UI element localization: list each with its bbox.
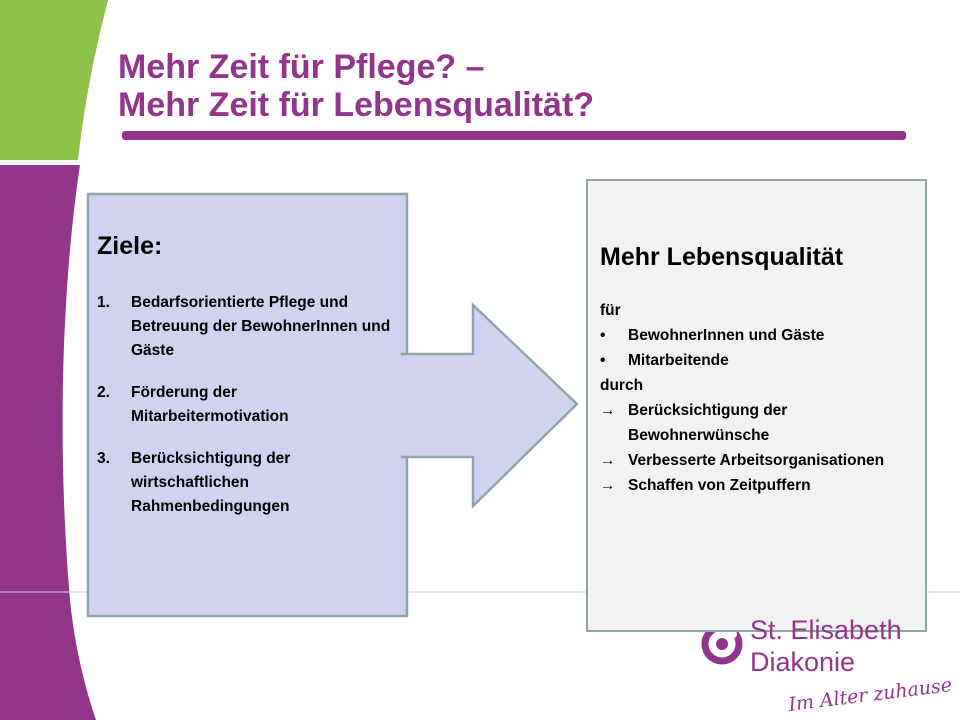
goals-heading: Ziele: (97, 232, 163, 260)
green-stripe (0, 0, 108, 160)
logo-name-line-2: Diakonie (750, 647, 856, 677)
for-item-text: Mitarbeitende (628, 352, 729, 369)
for-label: für (600, 302, 621, 319)
logo-name-line-1: St. Elisabeth (750, 615, 902, 645)
goal-number: 3. (97, 450, 110, 467)
by-item-text: Verbesserte Arbeitsorganisationen (628, 452, 885, 469)
for-item (600, 348, 913, 373)
goal-text: Bedarfsorientierte Pflege und Betreuung der BewohnerInnen und Gäste (131, 294, 391, 359)
by-item-text: Berücksichtigung der Bewohnerwünsche (628, 402, 788, 444)
goal-text: Förderung der Mitarbeitermotivation (131, 384, 289, 425)
arrow-right-bullet-icon: → (600, 402, 616, 419)
by-item (600, 398, 913, 448)
organization-logo (698, 615, 954, 716)
goals-list (97, 291, 397, 519)
goal-number: 1. (97, 294, 110, 311)
goals-content (97, 232, 397, 537)
slide-title (118, 48, 594, 124)
goal-text: Berücksichtigung der wirtschaftlichen Rahmenbedingungen (131, 450, 291, 515)
for-item-text: BewohnerInnen und Gäste (628, 327, 825, 344)
logo-slogan: Im Alter zuhause (787, 674, 954, 716)
bullet-icon: • (600, 352, 606, 369)
arrow-right-bullet-icon: → (600, 477, 616, 494)
title-line-1: Mehr Zeit für Pflege? – (118, 48, 485, 86)
arrow-right-bullet-icon: → (600, 452, 616, 469)
title-line-2: Mehr Zeit für Lebensqualität? (118, 86, 595, 124)
goal-item (97, 291, 397, 363)
bullet-icon: • (600, 327, 606, 344)
for-item (600, 323, 913, 348)
by-item (600, 473, 913, 498)
arrow-right-icon (402, 305, 577, 506)
by-label: durch (600, 377, 644, 394)
purple-stripe (0, 165, 96, 720)
quality-box (586, 179, 927, 632)
by-item-text: Schaffen von Zeitpuffern (628, 477, 811, 494)
quality-heading: Mehr Lebensqualität (600, 243, 844, 271)
goal-item (97, 381, 397, 429)
title-underline (122, 131, 906, 140)
goal-number: 2. (97, 384, 110, 401)
goal-item (97, 447, 397, 519)
by-item (600, 448, 913, 473)
